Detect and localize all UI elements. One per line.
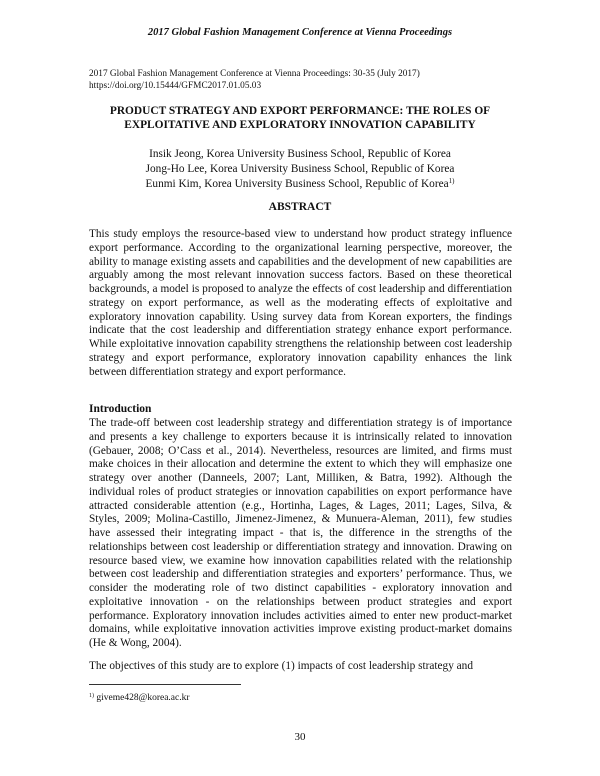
abstract-body: This study employs the resource-based view to understand how product strategy influence export performance. According to the organizational learning perspective, moreover, the ability to manage existing assets and capabilities and the development of new capabilities are arguably among the most relevant innovation success factors. Based on these theoretical backgrounds, a model is proposed to analyze the effects of cost leadership and differentiation strategy on export performance, as well as the moderating effects of exploitative and exploratory innovation capability. Using survey data from Korean exporters, the findings indicate that the cost leadership and differentiation strategy enhance export performance. While exploitative innovation capability strengthens the relationship between cost leadership strategy and export performance, exploratory innovation capability enhances the link between differentiation strategy and export performance. bbox=[89, 228, 512, 378]
introduction-body: The trade-off between cost leadership strategy and differentiation strategy is of importance and presents a key challenge to exporters because it is intrinsically related to innovation (Gebauer, 2008; O’Cass et al., 2014). Nevertheless, resources are limited, and firms must make choices in their allocation and determine the extent to which they will emphasize one strategy over another (Danneels, 2007; Lant, Milliken, & Batra, 1992). Although the individual roles of product strategies or innovation capabilities on export performance have attracted considerable attention (e.g., Hortinha, Lages, & Lages, 2011; Lages, Silva, & Styles, 2009; Molina-Castillo, Jimenez-Jimenez, & Munuera-Aleman, 2011), few studies have assessed their integrating impact - that is, the difference in the strengths of the relationships between cost leadership or differentiation strategy and innovation. Drawing on resource based view, we examine how innovation capabilities related with the relationship between cost leadership and differentiation strategies and exporters’ performance. Thus, we consider the moderating role of two distinct capabilities - exploratory innovation and exploitative innovation - on the relationships between product strategies and export performance. Exploratory innovation includes activities aimed to enter new product-market domains, while exploitative innovation activities improve existing product-market domains (He & Wong, 2004). bbox=[89, 417, 512, 649]
author-line bbox=[89, 177, 511, 192]
author-text: Eunmi Kim, Korea University Business School, Republic of Korea bbox=[145, 178, 449, 190]
page-number: 30 bbox=[294, 731, 306, 743]
footnote-marker: 1) bbox=[448, 177, 455, 185]
author-line: Insik Jeong, Korea University Business School, Republic of Korea bbox=[149, 148, 451, 160]
citation-line: 2017 Global Fashion Management Conference at Vienna Proceedings: 30-35 (July 2017) bbox=[89, 69, 420, 79]
doi-link[interactable]: https://doi.org/10.15444/GFMC2017.01.05.03 bbox=[89, 80, 262, 91]
introduction-heading: Introduction bbox=[89, 403, 152, 415]
title-line-1: PRODUCT STRATEGY AND EXPORT PERFORMANCE: THE ROLES OF bbox=[109, 105, 491, 117]
title-line-2: EXPLOITATIVE AND EXPLORATORY INNOVATION CAPABILITY bbox=[124, 119, 476, 131]
abstract-heading: ABSTRACT bbox=[268, 201, 332, 213]
citation-block bbox=[89, 69, 529, 92]
footnote-email: giveme428@korea.ac.kr bbox=[94, 693, 190, 703]
author-list bbox=[89, 147, 511, 192]
paper-title bbox=[89, 104, 511, 132]
footnote-divider bbox=[89, 684, 241, 685]
author-line: Jong-Ho Lee, Korea University Business School, Republic of Korea bbox=[145, 163, 455, 175]
footnote-mark: 1) bbox=[89, 693, 94, 699]
objectives-paragraph: The objectives of this study are to explore (1) impacts of cost leadership strategy and bbox=[89, 660, 473, 672]
running-header: 2017 Global Fashion Management Conference at Vienna Proceedings bbox=[147, 27, 453, 38]
footnote bbox=[89, 693, 190, 703]
